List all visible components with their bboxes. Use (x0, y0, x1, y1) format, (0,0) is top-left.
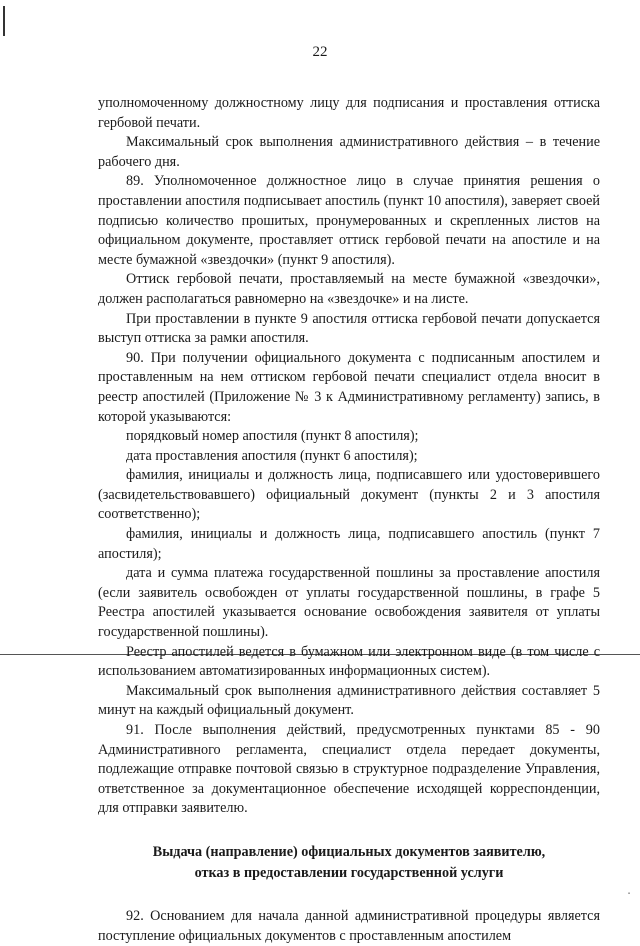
list-item: дата и сумма платежа государственной пошлины за проставление апостиля (если заявитель освобожден от уплаты государственной пошлины, в графе 5 Реестра апостилей указывается основание освобождения заявителя от уплаты государственной пошлины). (98, 565, 600, 641)
list-item: дата проставления апостиля (пункт 6 апостиля); (126, 447, 418, 464)
paragraph: При проставлении в пункте 9 апостиля оттиска гербовой печати допускается выступ оттиска за рамки апостиля. (98, 310, 600, 347)
paragraph-continuation: уполномоченному должностному лицу для подписания и проставления оттиска гербовой печати. (98, 95, 600, 131)
paragraph-89: 89. Уполномоченное должностное лицо в случае принятия решения о проставлении апостиля подписывает апостиль (пункт 10 апостиля), заверяет своей подписью количество прошитых, пронумерованных и скрепленных листов на официальном документе, проставляет оттиск гербовой печати на апостиле и на месте бумажной «звездочки» (пункт 9 апостиля). (98, 173, 600, 268)
paragraph: Максимальный срок выполнения административного действия составляет 5 минут на каждый официальный документ. (98, 682, 600, 719)
section-heading (98, 842, 600, 884)
paragraph: Реестр апостилей ведется в бумажном или электронном виде (в том числе с использованием автоматизированных информационных систем). (98, 643, 600, 680)
scan-edge-mark (3, 6, 5, 36)
document-body (98, 94, 600, 946)
paragraph: Максимальный срок выполнения административного действия – в течение рабочего дня. (98, 134, 600, 170)
paragraph-91: 91. После выполнения действий, предусмотренных пунктами 85 - 90 Административного регламента, специалист отдела передает документы, подлежащие отправке почтовой связью в структурное подразделение Управления, ответственное за документационное обеспечение исходящей корреспонденции, для отправки заявителю. (98, 722, 600, 817)
paragraph-92: 92. Основанием для начала данной административной процедуры является поступление официальных документов с проставленным апостилем (98, 907, 600, 944)
paragraph: Оттиск гербовой печати, проставляемый на месте бумажной «звездочки», должен располагаться равномерно на «звездочке» и на листе. (98, 271, 600, 307)
heading-line-2: отказ в предоставлении государственной услуги (194, 864, 504, 881)
corner-mark: ▪ (627, 891, 630, 897)
list-item: фамилия, инициалы и должность лица, подписавшего или удостоверившего (засвидетельствовавшего) официальный документ (пункты 2 и 3 апостиля соответственно); (98, 467, 600, 523)
page-number: 22 (312, 44, 328, 60)
heading-line-1: Выдача (направление) официальных документов заявителю, (152, 843, 546, 860)
paragraph-90: 90. При получении официального документа с подписанным апостилем и проставленным на нем оттиском гербовой печати специалист отдела вносит в реестр апостилей (Приложение № 3 к Административному регламенту) запись, в которой указываются: (98, 349, 600, 425)
list-item: фамилия, инициалы и должность лица, подписавшего апостиль (пункт 7 апостиля); (98, 526, 600, 562)
list-item: порядковый номер апостиля (пункт 8 апостиля); (126, 428, 419, 445)
